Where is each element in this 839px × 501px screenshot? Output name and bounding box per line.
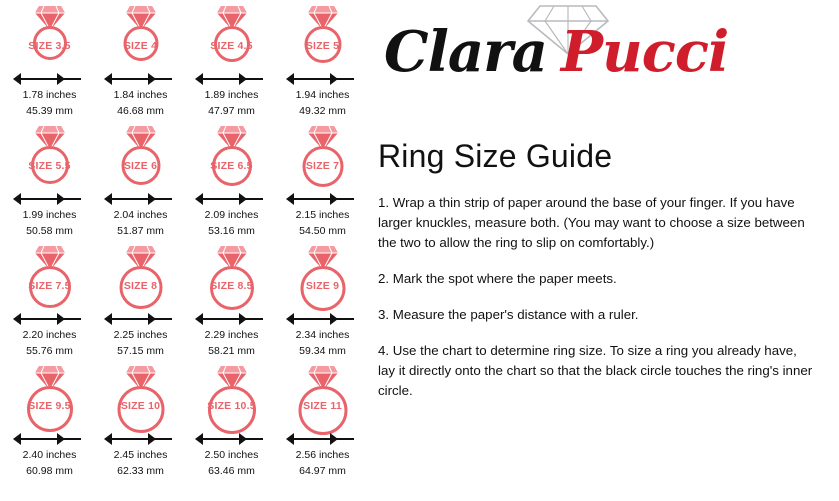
ring-size-cell <box>277 244 368 364</box>
guide-panel <box>368 0 839 501</box>
ring-size-label: SIZE 8.5 <box>210 280 253 292</box>
measure-inches: 2.34 inches <box>295 329 350 341</box>
brand-name-second: Pucci <box>560 19 729 85</box>
measure-mm: 60.98 mm <box>26 464 73 477</box>
measure-mm: 49.32 mm <box>299 104 346 117</box>
measure-inches: 1.84 inches <box>113 89 168 101</box>
brand-name-first: Clara <box>384 19 547 85</box>
measure-arrow <box>195 192 269 206</box>
ring-size-label: SIZE 6 <box>123 160 158 172</box>
instruction-steps <box>378 193 825 401</box>
measure-arrow <box>286 312 360 326</box>
arrow-head-right-icon <box>330 193 360 205</box>
ring-size-cell <box>95 364 186 484</box>
arrow-head-right-icon <box>148 313 178 325</box>
ring-illustration <box>4 124 95 192</box>
ring-size-label: SIZE 10 <box>120 400 161 412</box>
measure-mm: 54.50 mm <box>299 224 346 237</box>
measure-arrow <box>13 192 87 206</box>
measure-mm: 64.97 mm <box>299 464 346 477</box>
arrow-head-right-icon <box>330 313 360 325</box>
ring-illustration <box>95 244 186 312</box>
ring-size-label: SIZE 10.5 <box>207 400 256 412</box>
ring-size-label: SIZE 8 <box>123 280 158 292</box>
ring-size-label: SIZE 7.5 <box>28 280 71 292</box>
ring-illustration <box>4 244 95 312</box>
arrow-head-right-icon <box>148 433 178 445</box>
instruction-step: 4. Use the chart to determine ring size. To size a ring you already have, lay it directly onto the chart so that the black circle touches the ring's inner circle. <box>378 343 813 398</box>
measure-inches: 1.99 inches <box>22 209 77 221</box>
measure-inches: 2.56 inches <box>295 449 350 461</box>
ring-illustration <box>95 364 186 432</box>
instruction-step: 2. Mark the spot where the paper meets. <box>378 271 617 286</box>
ring-size-cell <box>95 244 186 364</box>
measure-inches: 2.25 inches <box>113 329 168 341</box>
measure-arrow <box>104 432 178 446</box>
measure-arrow <box>104 72 178 86</box>
measure-arrow <box>13 432 87 446</box>
measure-inches: 2.50 inches <box>204 449 259 461</box>
brand-logo <box>376 2 825 110</box>
measure-mm: 46.68 mm <box>117 104 164 117</box>
ring-size-cell <box>4 124 95 244</box>
ring-illustration <box>95 4 186 72</box>
ring-size-label: SIZE 9.5 <box>28 400 71 412</box>
arrow-head-right-icon <box>239 193 269 205</box>
ring-illustration <box>4 4 95 72</box>
ring-illustration <box>186 244 277 312</box>
measure-mm: 58.21 mm <box>208 344 255 357</box>
arrow-head-right-icon <box>239 433 269 445</box>
ring-size-cell <box>277 364 368 484</box>
arrow-head-right-icon <box>57 73 87 85</box>
chart-row <box>4 4 368 124</box>
chart-row <box>4 124 368 244</box>
ring-illustration <box>95 124 186 192</box>
measure-mm: 51.87 mm <box>117 224 164 237</box>
instruction-step: 1. Wrap a thin strip of paper around the base of your finger. If you have larger knuckles, measure both. (You may want to choose a size between the two to allow the ring to slip on comfortably.) <box>378 195 805 250</box>
ring-size-cell <box>277 124 368 244</box>
arrow-head-right-icon <box>239 73 269 85</box>
measure-inches: 2.29 inches <box>204 329 259 341</box>
ring-size-label: SIZE 9 <box>305 280 340 292</box>
measure-mm: 47.97 mm <box>208 104 255 117</box>
ring-size-label: SIZE 6.5 <box>210 160 253 172</box>
measure-arrow <box>13 312 87 326</box>
ring-illustration <box>186 4 277 72</box>
measure-arrow <box>195 72 269 86</box>
measure-arrow <box>104 312 178 326</box>
ring-illustration <box>186 364 277 432</box>
ring-illustration <box>186 124 277 192</box>
arrow-head-right-icon <box>57 433 87 445</box>
measure-inches: 2.45 inches <box>113 449 168 461</box>
arrow-head-right-icon <box>148 193 178 205</box>
ring-size-cell <box>4 244 95 364</box>
measure-arrow <box>104 192 178 206</box>
arrow-head-right-icon <box>57 313 87 325</box>
ring-size-label: SIZE 5.5 <box>28 160 71 172</box>
measure-mm: 53.16 mm <box>208 224 255 237</box>
brand-wordmark <box>384 20 833 85</box>
ring-size-cell <box>95 4 186 124</box>
ring-size-cell <box>4 364 95 484</box>
measure-arrow <box>286 72 360 86</box>
measure-arrow <box>195 312 269 326</box>
arrow-head-right-icon <box>57 193 87 205</box>
arrow-head-right-icon <box>239 313 269 325</box>
ring-size-cell <box>186 244 277 364</box>
ring-size-label: SIZE 11 <box>303 400 342 412</box>
measure-inches: 2.15 inches <box>295 209 350 221</box>
ring-illustration <box>277 4 368 72</box>
measure-inches: 2.20 inches <box>22 329 77 341</box>
arrow-head-right-icon <box>330 73 360 85</box>
ring-size-cell <box>95 124 186 244</box>
chart-row <box>4 364 368 484</box>
arrow-head-right-icon <box>330 433 360 445</box>
measure-inches: 2.04 inches <box>113 209 168 221</box>
ring-illustration <box>277 364 368 432</box>
ring-size-label: SIZE 7 <box>305 160 340 172</box>
measure-arrow <box>195 432 269 446</box>
ring-illustration <box>277 124 368 192</box>
measure-inches: 2.40 inches <box>22 449 77 461</box>
chart-row <box>4 244 368 364</box>
ring-size-chart <box>0 0 368 501</box>
measure-inches: 2.09 inches <box>204 209 259 221</box>
measure-arrow <box>13 72 87 86</box>
measure-inches: 1.94 inches <box>295 89 350 101</box>
measure-mm: 55.76 mm <box>26 344 73 357</box>
page-title: Ring Size Guide <box>378 138 613 174</box>
ring-size-label: SIZE 4 <box>123 40 158 52</box>
ring-size-cell <box>277 4 368 124</box>
measure-arrow <box>286 432 360 446</box>
ring-size-label: SIZE 4.5 <box>210 40 253 52</box>
measure-inches: 1.78 inches <box>22 89 77 101</box>
ring-size-label: SIZE 5 <box>305 40 340 52</box>
measure-arrow <box>286 192 360 206</box>
measure-mm: 57.15 mm <box>117 344 164 357</box>
ring-size-cell <box>186 364 277 484</box>
ring-size-cell <box>186 124 277 244</box>
measure-mm: 45.39 mm <box>26 104 73 117</box>
arrow-head-right-icon <box>148 73 178 85</box>
ring-illustration <box>4 364 95 432</box>
measure-inches: 1.89 inches <box>204 89 259 101</box>
ring-size-label: SIZE 3.5 <box>28 40 71 52</box>
measure-mm: 62.33 mm <box>117 464 164 477</box>
ring-size-cell <box>4 4 95 124</box>
ring-illustration <box>277 244 368 312</box>
ring-size-cell <box>186 4 277 124</box>
measure-mm: 59.34 mm <box>299 344 346 357</box>
measure-mm: 63.46 mm <box>208 464 255 477</box>
measure-mm: 50.58 mm <box>26 224 73 237</box>
instruction-step: 3. Measure the paper's distance with a ruler. <box>378 307 639 322</box>
